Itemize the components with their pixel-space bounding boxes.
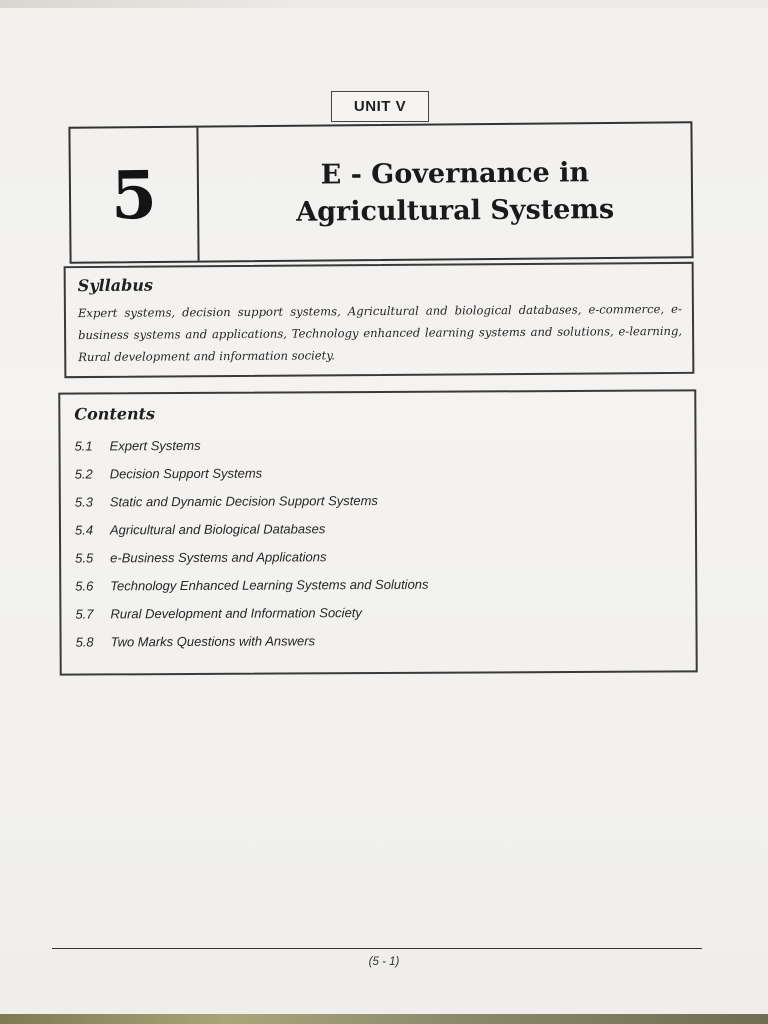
contents-item-number: 5.7 — [75, 605, 94, 622]
contents-list — [74, 428, 681, 655]
page-number: (5 - 1) — [368, 956, 400, 968]
contents-heading: Contents — [74, 404, 156, 424]
contents-item-number: 5.3 — [74, 493, 93, 510]
contents-item-number: 5.8 — [75, 633, 94, 650]
footer-divider — [52, 948, 702, 949]
contents-item-number: 5.1 — [74, 437, 93, 454]
syllabus-heading: Syllabus — [77, 275, 154, 296]
contents-item-number: 5.2 — [74, 465, 93, 482]
contents-item — [75, 484, 681, 515]
contents-item — [75, 596, 681, 627]
syllabus-text: Expert systems, decision support systems, Agricultural and biological databases, e-commerce, e-business systems and applications, Technology enhanced learning systems and solutions, e-learning, Rural development and information society. — [77, 301, 683, 365]
contents-item — [75, 540, 681, 571]
contents-item-title: Agricultural and Biological Databases — [109, 520, 326, 537]
contents-item — [75, 624, 681, 655]
page-edge-bottom — [0, 1014, 768, 1024]
contents-item — [75, 512, 681, 543]
contents-section — [58, 389, 697, 675]
chapter-title-line-2: Agricultural Systems — [296, 193, 615, 228]
contents-item-title: Rural Development and Information Society — [110, 604, 362, 621]
contents-item — [75, 568, 681, 599]
contents-item — [75, 456, 681, 487]
contents-item-title: e-Business Systems and Applications — [110, 548, 327, 565]
chapter-header — [68, 121, 693, 263]
contents-item-number: 5.5 — [75, 549, 94, 566]
contents-item-title: Technology Enhanced Learning Systems and Solutions — [110, 576, 429, 593]
contents-item-title: Two Marks Questions with Answers — [110, 632, 316, 649]
unit-label: UNIT V — [331, 91, 429, 122]
contents-item-title: Static and Dynamic Decision Support Systems — [109, 492, 378, 509]
contents-item-title: Expert Systems — [109, 437, 201, 453]
contents-item-title: Decision Support Systems — [109, 465, 263, 481]
chapter-title-line-1: E - Governance in — [320, 156, 590, 191]
chapter-title — [198, 123, 691, 260]
page-edge-top — [0, 0, 768, 8]
chapter-number: 5 — [70, 128, 199, 262]
contents-item — [74, 428, 680, 459]
syllabus-section — [64, 262, 695, 378]
contents-item-number: 5.4 — [74, 521, 94, 538]
contents-item-number: 5.6 — [75, 577, 94, 594]
